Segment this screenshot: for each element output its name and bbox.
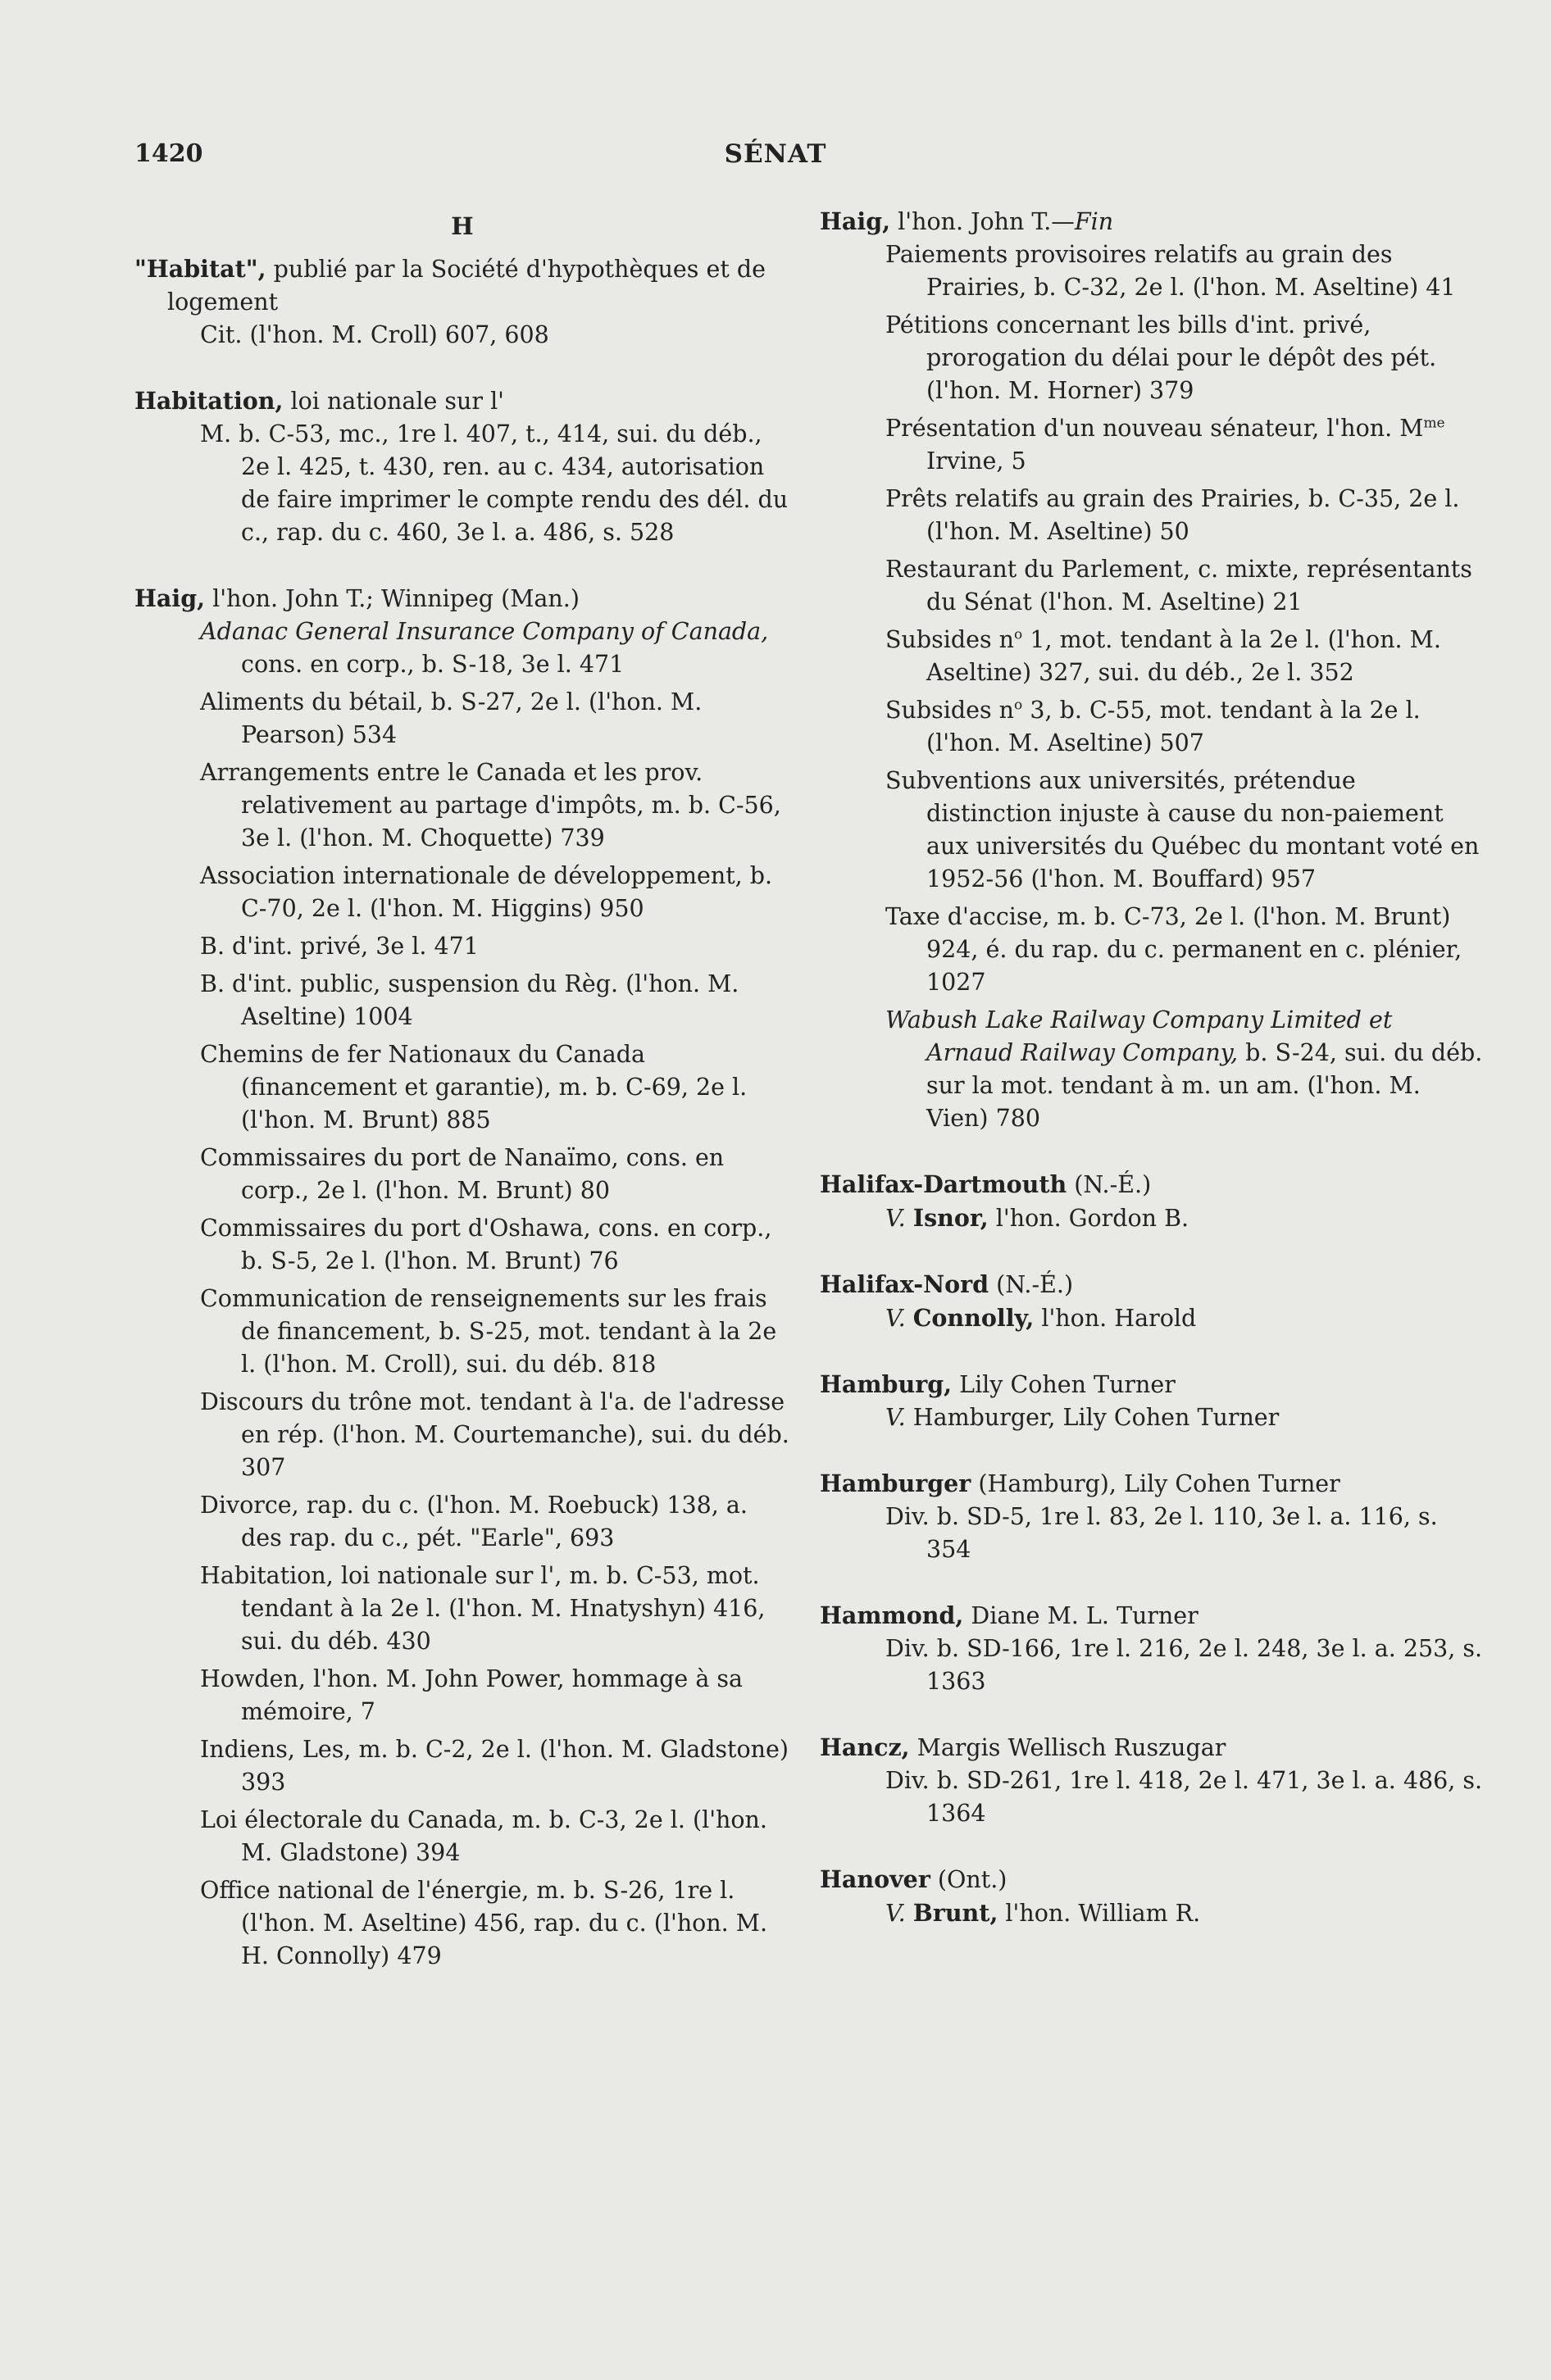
sub-entry [820,1004,1484,1135]
see-marker: V. [885,1205,906,1232]
reference-name: Isnor, [912,1204,989,1232]
sub-entry: Association internationale de développement, b. C-70, 2e l. (l'hon. M. Higgins) 950 [200,862,773,922]
entry-heading-text: Lily Cohen Turner [952,1371,1176,1398]
sub-entry-text: Subsides n [885,626,1015,653]
entry-key: Haig, [134,584,206,612]
sub-entry: Loi électorale du Canada, m. b. C-3, 2e l. (l'hon. M. Gladstone) 394 [200,1806,767,1866]
entry-heading [820,1268,1484,1301]
sub-entry [820,694,1484,760]
entry-heading [820,1599,1484,1633]
entry-key: Halifax-Dartmouth [820,1170,1067,1198]
entry-key: Haig, [820,207,891,235]
entry-heading-fin: Fin [1074,208,1114,235]
sub-entry: Arrangements entre le Canada et les prov. relativement au partage d'impôts, m. b. C-56, 3e l. (l'hon. M. Choquette) 739 [200,759,781,852]
sub-entry: Indiens, Les, m. b. C-2, 2e l. (l'hon. M. Gladstone) 393 [200,1736,789,1796]
entry-key: Halifax-Nord [820,1270,989,1298]
running-head [134,139,1417,180]
see-marker: V. [885,1900,906,1927]
sub-entry: Discours du trône mot. tendant à l'a. de l'adresse en rép. (l'hon. M. Courtemanche), sui. du déb. 307 [200,1388,789,1481]
sub-entry-text: Présentation d'un nouveau sénateur, l'hon. M [885,415,1424,442]
sub-entry [820,624,1484,689]
entry-heading-text: Diane M. L. Turner [963,1602,1198,1629]
italic-title: Adanac General Insurance Company of Canada, [200,618,769,645]
see-reference [820,1301,1484,1335]
entry-heading-text: l'hon. John T.; Winnipeg (Man.) [205,585,580,612]
sub-entry: Communication de renseignements sur les frais de financement, b. S-25, mot. tendant à la 2e l. (l'hon. M. Croll), sui. du déb. 818 [200,1285,777,1378]
entry-key: "Habitat", [134,255,266,283]
sub-entry: Chemins de fer Nationaux du Canada (financement et garantie), m. b. C-69, 2e l. (l'hon. M. Brunt) 885 [200,1041,748,1133]
reference-text: Hamburger, Lily Cohen Turner [905,1404,1280,1431]
sub-entry-text: 3, b. C-55, mot. tendant à la 2e l. (l'hon. M. Aseltine) 507 [926,697,1421,756]
entry-heading [820,1368,1484,1401]
entry-heading-text: (N.-É.) [1067,1171,1152,1198]
reference-text: l'hon. William R. [998,1900,1201,1927]
entry-heading [820,1467,1484,1501]
sub-entry: Commissaires du port d'Oshawa, cons. en corp., b. S-5, 2e l. (l'hon. M. Brunt) 76 [200,1215,772,1274]
entry-heading-text: (N.-É.) [989,1271,1074,1298]
left-column [134,205,790,1978]
sub-entry [820,412,1484,478]
running-title: SÉNAT [724,139,827,169]
sub-entry: B. d'int. privé, 3e l. 471 [200,933,479,960]
sub-entry: Paiements provisoires relatifs au grain des Prairies, b. C-32, 2e l. (l'hon. M. Aseltine) 41 [885,241,1456,301]
entry-heading [820,1863,1484,1896]
sub-entry: Divorce, rap. du c. (l'hon. M. Roebuck) 138, a. des rap. du c., pét. "Earle", 693 [200,1492,748,1551]
entry-heading-text: l'hon. John T.— [890,208,1075,235]
sub-entry-text: Irvine, 5 [926,447,1026,475]
sub-entry-text: 1, mot. tendant à la 2e l. (l'hon. M. Aseltine) 327, sui. du déb., 2e l. 352 [926,626,1441,686]
entry-key: Habitation, [134,387,284,415]
entry-key: Hamburg, [820,1370,953,1398]
sub-entry: Cit. (l'hon. M. Croll) 607, 608 [200,321,549,348]
sub-entry-text: Subsides n [885,697,1015,724]
entry-key: Hancz, [820,1733,910,1761]
entry-heading [134,582,790,615]
reference-text: l'hon. Gordon B. [988,1205,1189,1232]
superscript: o [1014,626,1023,643]
sub-entry: M. b. C-53, mc., 1re l. 407, t., 414, sui. du déb., 2e l. 425, t. 430, ren. au c. 434, autorisation de faire imprimer le compte rendu des dél. du c., rap. du c. 460, 3e l. a. 486, s. 528 [200,420,789,546]
italic-title: Wabush Lake Railway Company Limited et Arnaud Railway Company, [885,1006,1393,1066]
sub-entry: Restaurant du Parlement, c. mixte, représentants du Sénat (l'hon. M. Aseltine) 21 [885,556,1472,615]
sub-entry: Commissaires du port de Nanaïmo, cons. en corp., 2e l. (l'hon. M. Brunt) 80 [200,1144,725,1204]
sub-entry: Office national de l'énergie, m. b. S-26, 1re l. (l'hon. M. Aseltine) 456, rap. du c. (l'hon. M. H. Connolly) 479 [200,1877,768,1969]
sub-entry [134,615,790,681]
entry-key: Hamburger [820,1469,971,1497]
entry-key: Hammond, [820,1601,964,1629]
sub-entry: Habitation, loi nationale sur l', m. b. C-53, mot. tendant à la 2e l. (l'hon. M. Hnatyshyn) 416, sui. du déb. 430 [200,1562,766,1655]
sub-entry-text: b. S-24, sui. du déb. sur la mot. tendant à m. un am. (l'hon. M. Vien) 780 [926,1039,1483,1132]
sub-entry: Div. b. SD-5, 1re l. 83, 2e l. 110, 3e l. a. 116, s. 354 [885,1503,1438,1563]
reference-name: Brunt, [912,1899,998,1927]
sub-entry: Div. b. SD-261, 1re l. 418, 2e l. 471, 3e l. a. 486, s. 1364 [885,1767,1483,1827]
sub-entry: Subventions aux universités, prétendue distinction injuste à cause du non-paiement aux universités du Québec du montant voté en 1952-56 (l'hon. M. Bouffard) 957 [885,767,1480,892]
superscript: me [1423,415,1445,432]
entry-heading-text: publié par la Société d'hypothèques et de logement [167,256,766,316]
reference-text: l'hon. Harold [1034,1305,1197,1332]
sub-entry-text: cons. en corp., b. S-18, 3e l. 471 [241,651,625,678]
section-letter: H [451,212,474,240]
sub-entry: Howden, l'hon. M. John Power, hommage à sa mémoire, 7 [200,1665,744,1725]
superscript: o [1014,697,1023,714]
entry-heading-text: loi nationale sur l' [283,388,505,415]
entry-key: Hanover [820,1865,930,1893]
page-number: 1420 [134,139,203,168]
entry-heading-text: (Hamburg), Lily Cohen Turner [971,1470,1340,1497]
see-marker: V. [885,1404,906,1431]
see-marker: V. [885,1305,906,1332]
entry-heading [820,1168,1484,1201]
right-column [820,205,1484,1935]
see-reference [820,1896,1484,1930]
sub-entry: Prêts relatifs au grain des Prairies, b. C-35, 2e l. (l'hon. M. Aseltine) 50 [885,485,1460,545]
entry-heading-text: (Ont.) [930,1866,1007,1893]
entry-heading [134,384,790,418]
entry-heading [820,205,1484,238]
sub-entry: Taxe d'accise, m. b. C-73, 2e l. (l'hon. M. Brunt) 924, é. du rap. du c. permanent en c. plénier, 1027 [885,903,1462,996]
entry-heading [820,1731,1484,1765]
see-reference [820,1401,1484,1434]
see-reference [820,1201,1484,1235]
entry-heading [134,252,790,319]
sub-entry: Div. b. SD-166, 1re l. 216, 2e l. 248, 3e l. a. 253, s. 1363 [885,1635,1483,1695]
sub-entry: Pétitions concernant les bills d'int. privé, prorogation du délai pour le dépôt des pét. (l'hon. M. Horner) 379 [885,311,1437,404]
sub-entry: Aliments du bétail, b. S-27, 2e l. (l'hon. M. Pearson) 534 [200,688,703,748]
entry-heading-text: Margis Wellisch Ruszugar [909,1734,1226,1761]
sub-entry: B. d'int. public, suspension du Règ. (l'hon. M. Aseltine) 1004 [200,970,739,1030]
reference-name: Connolly, [912,1304,1035,1332]
